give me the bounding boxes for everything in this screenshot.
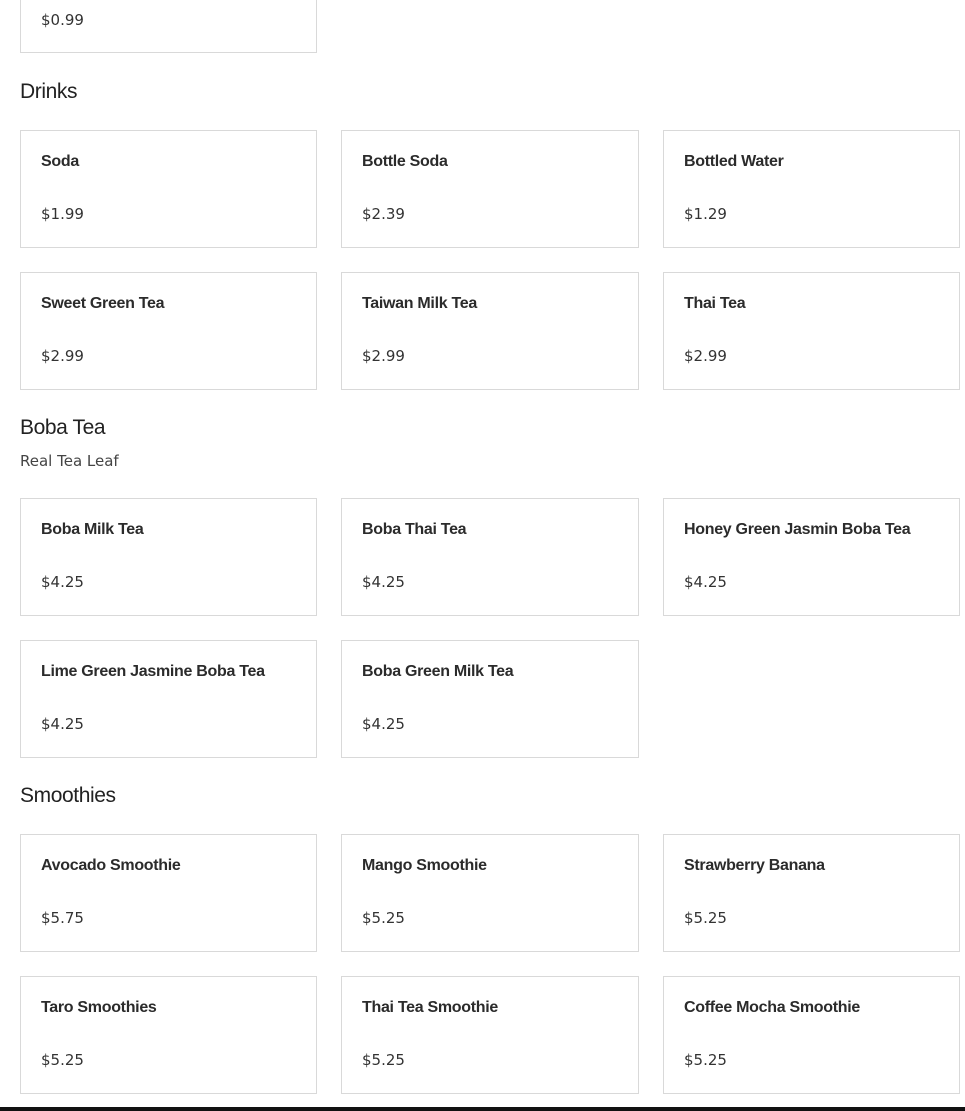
menu-item-boba-milk-tea[interactable]: [20, 498, 317, 616]
menu-item-boba-green-milk-tea[interactable]: [341, 640, 639, 758]
bottom-border-bar: [0, 1107, 965, 1111]
menu-item-price: $5.25: [41, 1051, 84, 1069]
menu-item-soda[interactable]: [20, 130, 317, 248]
menu-item-name: Bottle Soda: [362, 153, 448, 170]
menu-item-card[interactable]: [20, 0, 317, 53]
menu-item-name: Bottled Water: [684, 153, 784, 170]
menu-item-price: $5.25: [362, 1051, 405, 1069]
menu-item-name: Thai Tea Smoothie: [362, 999, 498, 1016]
menu-item-price: $2.99: [684, 347, 727, 365]
menu-item-lime-green-jasmine-boba-tea[interactable]: [20, 640, 317, 758]
menu-item-price: $4.25: [41, 715, 84, 733]
menu-item-name: Soda: [41, 153, 79, 170]
menu-item-price: $2.99: [41, 347, 84, 365]
menu-item-price: $4.25: [684, 573, 727, 591]
menu-item-price: $5.25: [362, 909, 405, 927]
menu-item-price: $4.25: [41, 573, 84, 591]
menu-item-price: $2.99: [362, 347, 405, 365]
menu-item-name: Mango Smoothie: [362, 857, 487, 874]
menu-item-thai-tea[interactable]: [663, 272, 960, 390]
menu-item-name: Thai Tea: [684, 295, 746, 312]
menu-item-name: Taro Smoothies: [41, 999, 157, 1016]
menu-item-price: $4.25: [362, 715, 405, 733]
menu-item-bottle-soda[interactable]: [341, 130, 639, 248]
menu-item-name: Strawberry Banana: [684, 857, 825, 874]
menu-item-name: Boba Green Milk Tea: [362, 663, 514, 680]
menu-item-bottled-water[interactable]: [663, 130, 960, 248]
menu-item-name: Taiwan Milk Tea: [362, 295, 477, 312]
section-title-smoothies: Smoothies: [20, 784, 116, 807]
menu-item-name: Sweet Green Tea: [41, 295, 165, 312]
section-title-drinks: Drinks: [20, 80, 78, 103]
menu-item-price: $1.99: [41, 205, 84, 223]
menu-item-boba-thai-tea[interactable]: [341, 498, 639, 616]
menu-item-mango-smoothie[interactable]: [341, 834, 639, 952]
menu-item-taiwan-milk-tea[interactable]: [341, 272, 639, 390]
menu-item-taro-smoothies[interactable]: [20, 976, 317, 1094]
menu-item-coffee-mocha-smoothie[interactable]: [663, 976, 960, 1094]
menu-item-price: $2.39: [362, 205, 405, 223]
menu-item-name: Boba Thai Tea: [362, 521, 467, 538]
menu-item-thai-tea-smoothie[interactable]: [341, 976, 639, 1094]
menu-item-name: Lime Green Jasmine Boba Tea: [41, 663, 265, 680]
menu-item-sweet-green-tea[interactable]: [20, 272, 317, 390]
menu-item-name: Boba Milk Tea: [41, 521, 144, 538]
menu-item-price: $1.29: [684, 205, 727, 223]
menu-item-price: $0.99: [41, 11, 84, 29]
menu-item-honey-green-jasmin-boba-tea[interactable]: [663, 498, 960, 616]
menu-item-strawberry-banana[interactable]: [663, 834, 960, 952]
menu-item-price: $5.75: [41, 909, 84, 927]
menu-item-name: Honey Green Jasmin Boba Tea: [684, 521, 911, 538]
section-subtitle-boba-tea: Real Tea Leaf: [20, 452, 119, 470]
menu-item-avocado-smoothie[interactable]: [20, 834, 317, 952]
menu-item-price: $4.25: [362, 573, 405, 591]
menu-item-name: Coffee Mocha Smoothie: [684, 999, 860, 1016]
menu-item-price: $5.25: [684, 909, 727, 927]
menu-item-price: $5.25: [684, 1051, 727, 1069]
section-title-boba-tea: Boba Tea: [20, 416, 106, 439]
menu-item-name: Avocado Smoothie: [41, 857, 181, 874]
